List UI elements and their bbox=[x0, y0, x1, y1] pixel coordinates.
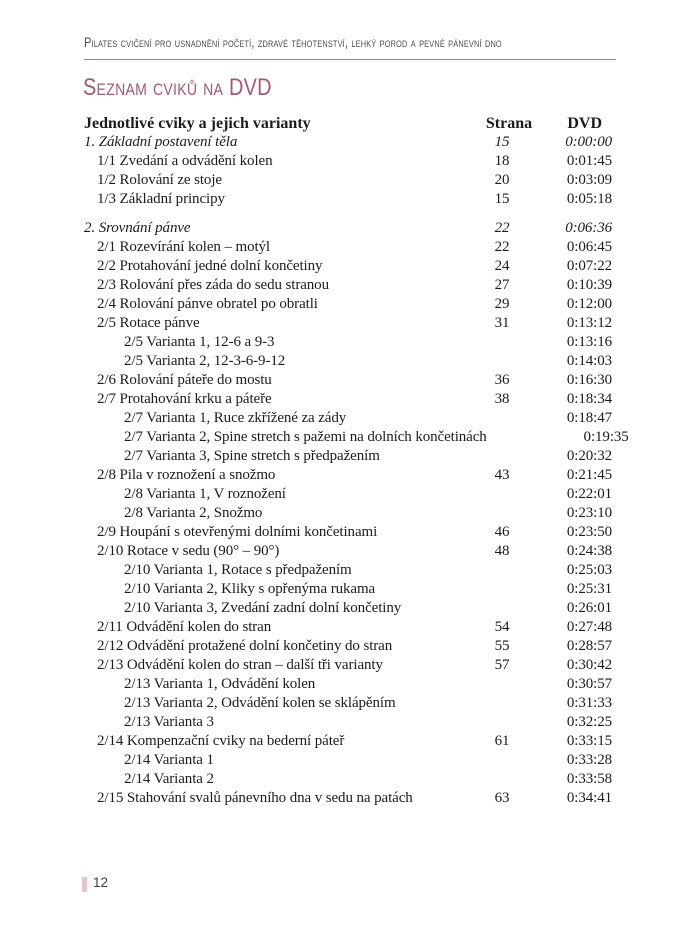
dvd-time: 0:00:00 bbox=[565, 134, 612, 150]
page-number bbox=[470, 504, 534, 523]
exercise-label: 2/13 Varianta 2, Odvádění kolen se sklápěním bbox=[124, 695, 396, 711]
page-number: 43 bbox=[494, 467, 510, 483]
table-row bbox=[84, 447, 614, 466]
dvd-time: 0:23:50 bbox=[566, 524, 612, 540]
exercise-label: 2/14 Varianta 2 bbox=[124, 771, 214, 787]
table-row bbox=[84, 352, 614, 371]
page-number bbox=[470, 561, 534, 580]
footer-page-marker-bar bbox=[82, 877, 87, 892]
page-number: 61 bbox=[494, 733, 510, 749]
exercise-label: 2/2 Protahování jedné dolní končetiny bbox=[97, 258, 323, 274]
dvd-time: 0:06:36 bbox=[565, 220, 612, 236]
dvd-time: 0:20:32 bbox=[566, 448, 612, 464]
page-number: 27 bbox=[494, 277, 510, 293]
column-header-page: Strana bbox=[485, 115, 533, 132]
exercise-label: 2/3 Rolování přes záda do sedu stranou bbox=[97, 277, 329, 293]
table-row bbox=[84, 580, 614, 599]
dvd-time: 0:05:18 bbox=[566, 191, 612, 207]
page-number: 38 bbox=[494, 391, 510, 407]
page-number bbox=[470, 352, 534, 371]
exercise-label: 2. Srovnání pánve bbox=[84, 220, 191, 236]
page-number: 57 bbox=[494, 657, 510, 673]
exercise-label: 2/12 Odvádění protažené dolní končetiny do stran bbox=[97, 638, 393, 654]
table-row bbox=[84, 504, 614, 523]
table-row bbox=[84, 371, 614, 390]
table-row bbox=[84, 295, 614, 314]
page-number bbox=[487, 428, 551, 447]
page-number: 15 bbox=[494, 191, 510, 207]
table-row bbox=[84, 713, 614, 732]
dvd-time: 0:25:03 bbox=[566, 562, 612, 578]
page-number: 22 bbox=[494, 220, 510, 236]
exercise-table bbox=[84, 114, 629, 808]
exercise-label: 2/14 Kompenzační cviky na bederní páteř bbox=[97, 733, 345, 749]
page-number: 55 bbox=[494, 638, 510, 654]
running-header-text: Pilates cvičení pro usnadnění početí, zdravé těhotenství, lehký porod a pevné pánevní dno bbox=[84, 35, 502, 50]
table-row bbox=[84, 152, 614, 171]
page-number bbox=[470, 770, 534, 789]
page-number bbox=[470, 713, 534, 732]
table-row bbox=[84, 190, 614, 209]
footer-page-number: 12 bbox=[93, 875, 109, 890]
table-row bbox=[84, 561, 614, 580]
dvd-time: 0:23:10 bbox=[566, 505, 612, 521]
dvd-time: 0:19:35 bbox=[583, 429, 629, 445]
table-row bbox=[84, 637, 614, 656]
exercise-label: 2/8 Pila v roznožení a snožmo bbox=[97, 467, 276, 483]
exercise-label: 2/7 Varianta 3, Spine stretch s předpažením bbox=[124, 448, 380, 464]
exercise-label: 2/11 Odvádění kolen do stran bbox=[97, 619, 272, 635]
page-number: 15 bbox=[494, 134, 510, 150]
column-header-dvd: DVD bbox=[567, 115, 602, 132]
exercise-label: 2/14 Varianta 1 bbox=[124, 752, 214, 768]
exercise-label: 2/8 Varianta 1, V roznožení bbox=[124, 486, 286, 502]
table-row bbox=[84, 656, 614, 675]
page-number: 18 bbox=[494, 153, 510, 169]
dvd-time: 0:13:16 bbox=[566, 334, 612, 350]
table-row bbox=[84, 675, 614, 694]
dvd-time: 0:30:57 bbox=[566, 676, 612, 692]
table-row bbox=[84, 257, 614, 276]
exercise-label: 2/13 Odvádění kolen do stran – další tři varianty bbox=[97, 657, 383, 673]
exercise-label: 2/7 Protahování krku a páteře bbox=[97, 391, 272, 407]
exercise-label: 1/1 Zvedání a odvádění kolen bbox=[97, 153, 273, 169]
exercise-label: 2/10 Varianta 2, Kliky s opřenýma rukama bbox=[124, 581, 376, 597]
exercise-label: 2/13 Varianta 3 bbox=[124, 714, 214, 730]
dvd-time: 0:33:15 bbox=[566, 733, 612, 749]
dvd-time: 0:27:48 bbox=[566, 619, 612, 635]
table-row bbox=[84, 599, 614, 618]
table-row bbox=[84, 333, 614, 352]
exercise-label: 2/4 Rolování pánve obratel po obratli bbox=[97, 296, 318, 312]
exercise-label: 2/10 Rotace v sedu (90° – 90°) bbox=[97, 543, 280, 559]
dvd-time: 0:22:01 bbox=[566, 486, 612, 502]
table-row bbox=[84, 219, 614, 238]
page-number bbox=[470, 447, 534, 466]
dvd-time: 0:03:09 bbox=[566, 172, 612, 188]
page-number: 54 bbox=[494, 619, 510, 635]
table-row bbox=[84, 751, 614, 770]
exercise-label: 2/5 Varianta 2, 12-3-6-9-12 bbox=[124, 353, 286, 369]
page-number: 63 bbox=[494, 790, 510, 806]
page-number: 31 bbox=[494, 315, 510, 331]
exercise-label: 2/15 Stahování svalů pánevního dna v sedu na patách bbox=[97, 790, 413, 806]
table-row bbox=[84, 466, 614, 485]
page-number: 29 bbox=[494, 296, 510, 312]
dvd-time: 0:26:01 bbox=[566, 600, 612, 616]
dvd-time: 0:33:58 bbox=[566, 771, 612, 787]
table-row bbox=[84, 485, 614, 504]
table-row bbox=[84, 789, 614, 808]
dvd-time: 0:10:39 bbox=[566, 277, 612, 293]
page-number bbox=[470, 485, 534, 504]
exercise-label: 2/10 Varianta 1, Rotace s předpažením bbox=[124, 562, 352, 578]
table-rows bbox=[84, 133, 629, 808]
table-row bbox=[84, 428, 629, 447]
dvd-time: 0:13:12 bbox=[566, 315, 612, 331]
table-header-row bbox=[84, 114, 614, 133]
table-row bbox=[84, 133, 614, 152]
dvd-time: 0:25:31 bbox=[566, 581, 612, 597]
dvd-time: 0:32:25 bbox=[566, 714, 612, 730]
dvd-time: 0:01:45 bbox=[566, 153, 612, 169]
page-number: 22 bbox=[494, 239, 510, 255]
dvd-time: 0:28:57 bbox=[566, 638, 612, 654]
exercise-label: 2/13 Varianta 1, Odvádění kolen bbox=[124, 676, 316, 692]
exercise-label: 1/3 Základní principy bbox=[97, 191, 225, 207]
dvd-time: 0:31:33 bbox=[566, 695, 612, 711]
exercise-label: 2/5 Rotace pánve bbox=[97, 315, 200, 331]
dvd-time: 0:16:30 bbox=[566, 372, 612, 388]
table-row bbox=[84, 542, 614, 561]
table-row bbox=[84, 694, 614, 713]
page-number: 48 bbox=[494, 543, 510, 559]
page-number bbox=[470, 751, 534, 770]
page-heading-text: Seznam cviků na DVD bbox=[83, 74, 272, 101]
table-row bbox=[84, 171, 614, 190]
table-row bbox=[84, 314, 614, 333]
exercise-label: 2/6 Rolování páteře do mostu bbox=[97, 372, 272, 388]
page-heading bbox=[83, 74, 310, 102]
dvd-time: 0:18:34 bbox=[566, 391, 612, 407]
page-number bbox=[470, 599, 534, 618]
exercise-label: 2/9 Houpání s otevřenými dolními končetinami bbox=[97, 524, 378, 540]
exercise-label: 2/5 Varianta 1, 12-6 a 9-3 bbox=[124, 334, 275, 350]
table-row bbox=[84, 618, 614, 637]
table-row bbox=[84, 390, 614, 409]
page-number: 24 bbox=[494, 258, 510, 274]
dvd-time: 0:24:38 bbox=[566, 543, 612, 559]
dvd-time: 0:30:42 bbox=[566, 657, 612, 673]
table-row bbox=[84, 770, 614, 789]
dvd-time: 0:21:45 bbox=[566, 467, 612, 483]
page-number: 46 bbox=[494, 524, 510, 540]
exercise-label: 2/1 Rozevírání kolen – motýl bbox=[97, 239, 271, 255]
exercise-label: 2/8 Varianta 2, Snožmo bbox=[124, 505, 263, 521]
page-number bbox=[470, 333, 534, 352]
dvd-time: 0:14:03 bbox=[566, 353, 612, 369]
dvd-time: 0:07:22 bbox=[566, 258, 612, 274]
exercise-label: 2/7 Varianta 1, Ruce zkřížené za zády bbox=[124, 410, 347, 426]
table-row bbox=[84, 276, 614, 295]
dvd-time: 0:18:47 bbox=[566, 410, 612, 426]
page-number bbox=[470, 409, 534, 428]
table-row bbox=[84, 523, 614, 542]
page-number: 20 bbox=[494, 172, 510, 188]
table-row bbox=[84, 238, 614, 257]
exercise-label: 2/10 Varianta 3, Zvedání zadní dolní končetiny bbox=[124, 600, 402, 616]
column-header-name: Jednotlivé cviky a jejich varianty bbox=[84, 115, 311, 132]
dvd-time: 0:33:28 bbox=[566, 752, 612, 768]
exercise-label: 1. Základní postavení těla bbox=[84, 134, 238, 150]
table-row bbox=[84, 732, 614, 751]
running-header bbox=[84, 34, 616, 60]
dvd-time: 0:34:41 bbox=[566, 790, 612, 806]
table-row bbox=[84, 409, 614, 428]
dvd-time: 0:06:45 bbox=[566, 239, 612, 255]
page-number bbox=[470, 694, 534, 713]
exercise-label: 2/7 Varianta 2, Spine stretch s pažemi na dolních končetinách bbox=[124, 429, 487, 445]
page-number: 36 bbox=[494, 372, 510, 388]
page-number bbox=[470, 580, 534, 599]
page-number bbox=[470, 675, 534, 694]
dvd-time: 0:12:00 bbox=[566, 296, 612, 312]
exercise-label: 1/2 Rolování ze stoje bbox=[97, 172, 222, 188]
